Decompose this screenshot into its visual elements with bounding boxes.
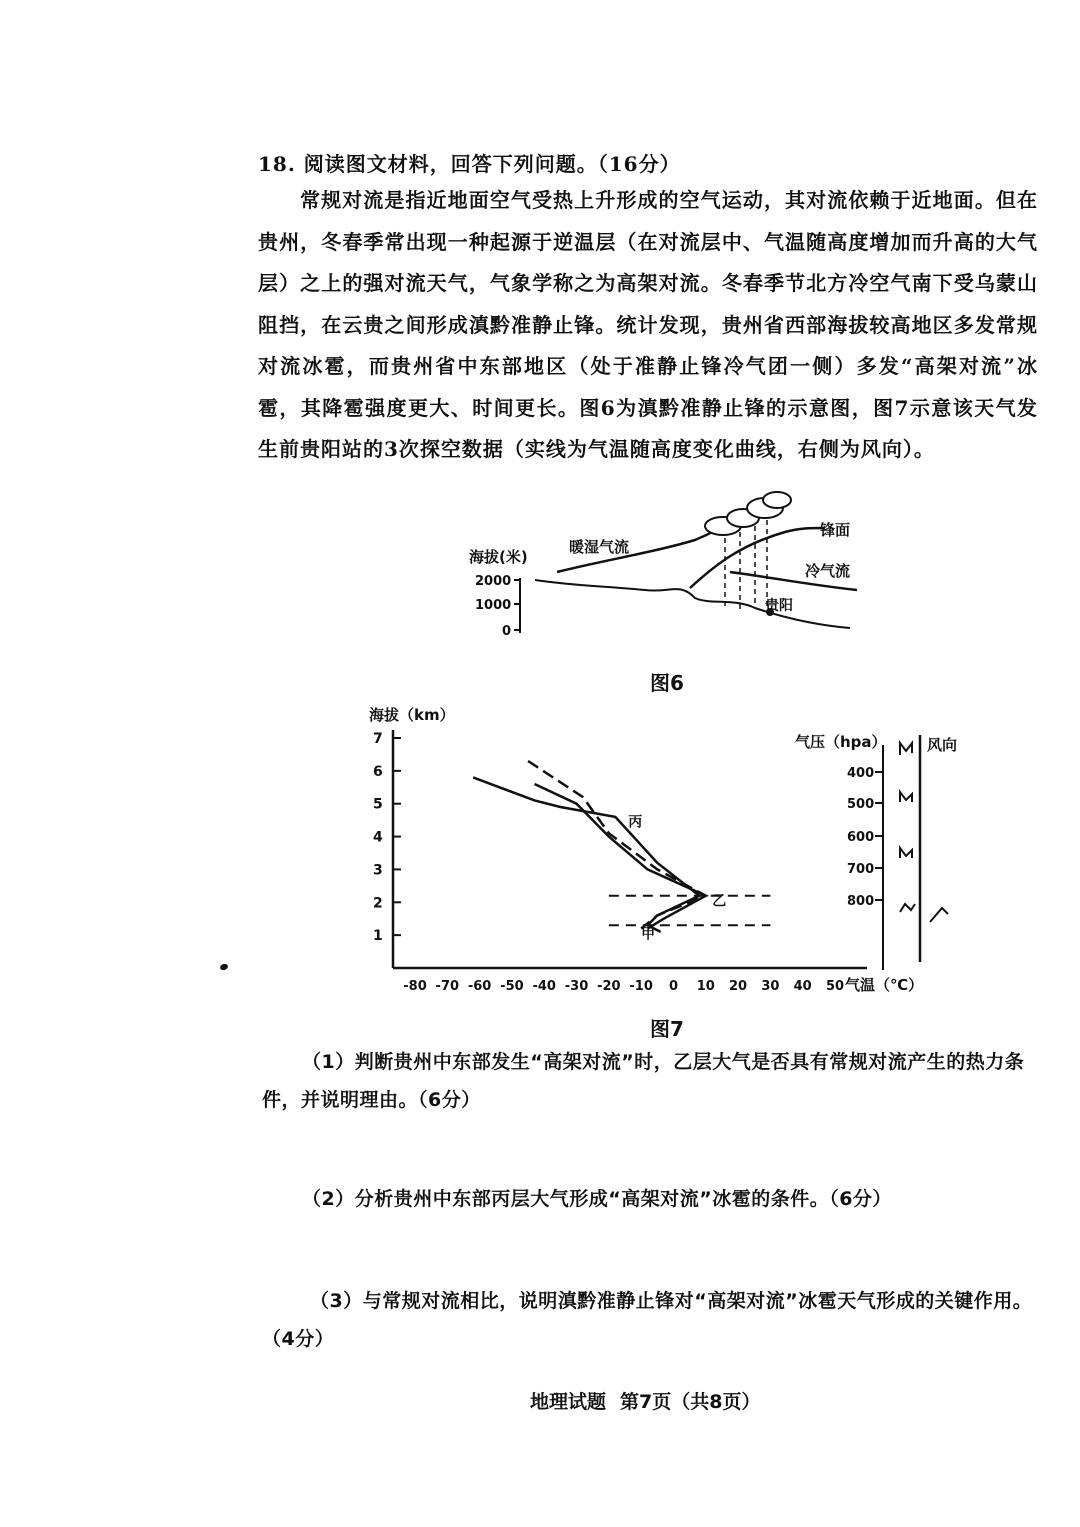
fig7-x-tick-label: 50 [825, 979, 845, 994]
fig6-label-front: 锋面 [820, 521, 851, 539]
fig7-pressure-tick-label: 400 [847, 766, 875, 781]
fig7-layer-label: 丙 [628, 814, 643, 831]
fig7-x-tick-label: -30 [564, 979, 589, 994]
fig7-x-tick-label: -80 [403, 979, 427, 994]
fig7-x-tick-label: -20 [597, 979, 621, 994]
fig7-series-line [473, 777, 699, 931]
fig7-y-tick-label: 7 [373, 731, 383, 747]
page-footer [530, 1387, 774, 1414]
fig7-x-label: 气温（℃） [845, 976, 924, 994]
fig7-x-tick-label: -40 [532, 979, 556, 994]
fig7-x-tick-label: 0 [668, 979, 678, 994]
fig7-pressure-tick-label: 500 [847, 797, 875, 812]
question-title: 18. 阅读图文材料，回答下列问题。（16分） [258, 152, 681, 176]
fig6-label-warm: 暖湿气流 [569, 538, 630, 556]
fig7-x-tick-label: -50 [500, 979, 524, 994]
fig6-y-label: 海拔(米) [469, 548, 528, 566]
sub-question-1: （1）判断贵州中东部发生“高架对流”时，乙层大气是否具有常规对流产生的热力条件，并说明理由。（6分） [262, 1051, 1025, 1111]
fig7-pressure-tick-label: 700 [847, 862, 875, 877]
footer-subject: 地理试题 [530, 1391, 607, 1413]
fig7-y-label: 海拔（km） [369, 706, 455, 724]
fig7-x-tick-label: -70 [435, 979, 460, 994]
sub-question-3: （3）与常规对流相比，说明滇黔准静止锋对“高架对流”冰雹天气形成的关键作用。（4分） [262, 1290, 1033, 1350]
fig7-y-tick-label: 1 [373, 928, 383, 945]
fig7-x-tick-label: 20 [729, 979, 748, 994]
fig7-pressure-tick-label: 800 [847, 894, 875, 909]
fig7-y-tick-label: 4 [373, 829, 383, 846]
fig6-tick-2000: 2000 [475, 574, 512, 589]
fig7-y-tick-label: 2 [373, 895, 383, 912]
fig7-x-tick-label: -60 [467, 979, 492, 994]
fig6-label-cold: 冷气流 [805, 562, 851, 580]
fig7-wind-label: 风向 [927, 736, 958, 754]
footer-page-number: 第7页（共8页） [620, 1391, 761, 1413]
fig7-layer-label: 甲 [641, 926, 656, 943]
fig6-y-axis [514, 578, 520, 633]
cloud-icon [705, 492, 791, 535]
fig7-y-tick-label: 5 [373, 796, 383, 813]
figure-6-caption: 图6 [650, 671, 684, 695]
scan-speck [219, 963, 229, 971]
fig7-layer-label: 乙 [712, 893, 727, 910]
fig7-x-tick-label: 40 [793, 979, 812, 994]
fig6-tick-0: 0 [502, 624, 512, 639]
question-passage: 常规对流是指近地面空气受热上升形成的空气运动，其对流依赖于近地面。但在贵州，冬春季常出现一种起源于逆温层（在对流层中、气温随高度增加而升高的大气层）之上的强对流天气，气象学称之为高架对流。冬春季节北方冷空气南下受乌蒙山阻挡，在云贵之间形成滇黔准静止锋。统计发现，贵州省西部海拔较高地区多发常规对流冰雹，而贵州省中东部地区（处于准静止锋冷气团一侧）多发“高架对流”冰雹，其降雹强度更大、时间更长。图6为滇黔准静止锋的示意图，图7示意该天气发生前贵阳站的3次探空数据（实线为气温随高度变化曲线，右侧为风向）。 [258, 188, 1038, 461]
fig6-label-city: 贵阳 [765, 598, 793, 614]
wind-barb-icon [900, 743, 948, 922]
fig7-x-tick-label: -10 [629, 979, 653, 994]
fig7-pressure-tick-label: 600 [847, 830, 875, 845]
figure-7-caption: 图7 [650, 1017, 684, 1041]
fig7-y-tick-label: 3 [373, 862, 383, 879]
sub-question-2: （2）分析贵州中东部丙层大气形成“高架对流”冰雹的条件。（6分） [302, 1188, 892, 1210]
fig7-x-tick-label: 10 [696, 979, 715, 994]
figure-7-chart [345, 700, 965, 1000]
fig7-x-tick-label: 30 [761, 979, 780, 994]
figure-6-diagram [465, 490, 865, 650]
fig6-tick-1000: 1000 [475, 598, 512, 613]
fig7-y-tick-label: 6 [373, 763, 383, 780]
fig7-pressure-axis [883, 735, 920, 970]
fig7-pressure-label: 气压（hpa） [795, 733, 887, 751]
